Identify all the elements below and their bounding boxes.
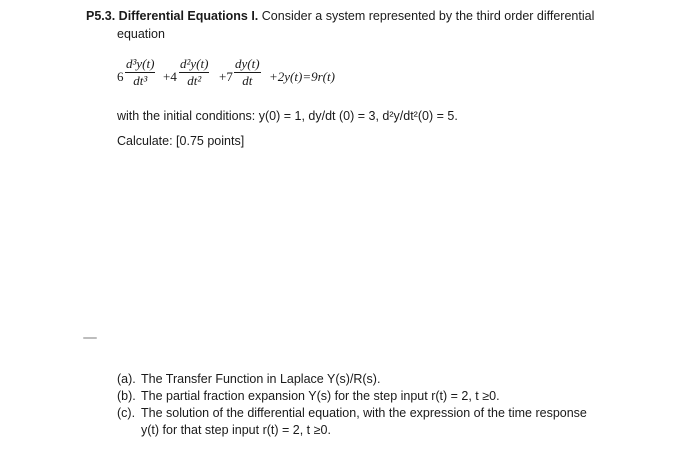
equation-op-plus7: +7 <box>219 69 233 84</box>
question-item-c-continued: y(t) for that step input r(t) = 2, t ≥0. <box>141 423 331 437</box>
equation-rest: +2y(t)=9r(t) <box>269 69 335 84</box>
term2-denominator: dt² <box>187 73 202 88</box>
condition-y0: y(0) = 1, <box>258 109 309 123</box>
calculate-line: Calculate: [0.75 points] <box>117 134 245 148</box>
term1-denominator: dt³ <box>133 73 148 88</box>
conditions-prefix: with the initial conditions: <box>117 109 259 123</box>
equation-term-first-derivative <box>234 56 261 89</box>
term2-numerator: d²y(t) <box>180 56 209 71</box>
term3-numerator: dy(t) <box>235 56 260 71</box>
problem-intro: Consider a system represented by the third order differential <box>261 9 595 23</box>
differential-equation <box>117 56 417 100</box>
equation-term-third-derivative <box>125 56 155 89</box>
equation-op-plus4: +4 <box>163 69 177 84</box>
scan-mark <box>83 337 97 339</box>
question-item-b <box>117 389 500 403</box>
term3-denominator: dt <box>242 73 253 88</box>
item-a-label: (a). <box>117 372 136 386</box>
item-c-label: (c). <box>117 406 136 420</box>
equation-coefficient-6: 6 <box>117 69 124 84</box>
equation-term-second-derivative <box>179 56 209 89</box>
problem-intro-continued: equation <box>117 27 165 41</box>
problem-header <box>86 9 594 23</box>
question-item-c <box>117 406 587 420</box>
initial-conditions <box>117 109 458 123</box>
term1-numerator: d³y(t) <box>126 56 155 71</box>
problem-number: P5.3. <box>86 9 116 23</box>
item-b-label: (b). <box>117 389 136 403</box>
question-item-a <box>117 372 380 386</box>
condition-d2y0: d²y/dt²(0) = 5. <box>382 109 458 123</box>
condition-dy0: dy/dt (0) = 3, <box>308 109 383 123</box>
item-a-text: The Transfer Function in Laplace Y(s)/R(s). <box>141 372 381 386</box>
item-b-text: The partial fraction expansion Y(s) for the step input r(t) = 2, t ≥0. <box>141 389 500 403</box>
item-c-text: The solution of the differential equation, with the expression of the time response <box>141 406 587 420</box>
problem-title: Differential Equations I. <box>118 9 259 23</box>
